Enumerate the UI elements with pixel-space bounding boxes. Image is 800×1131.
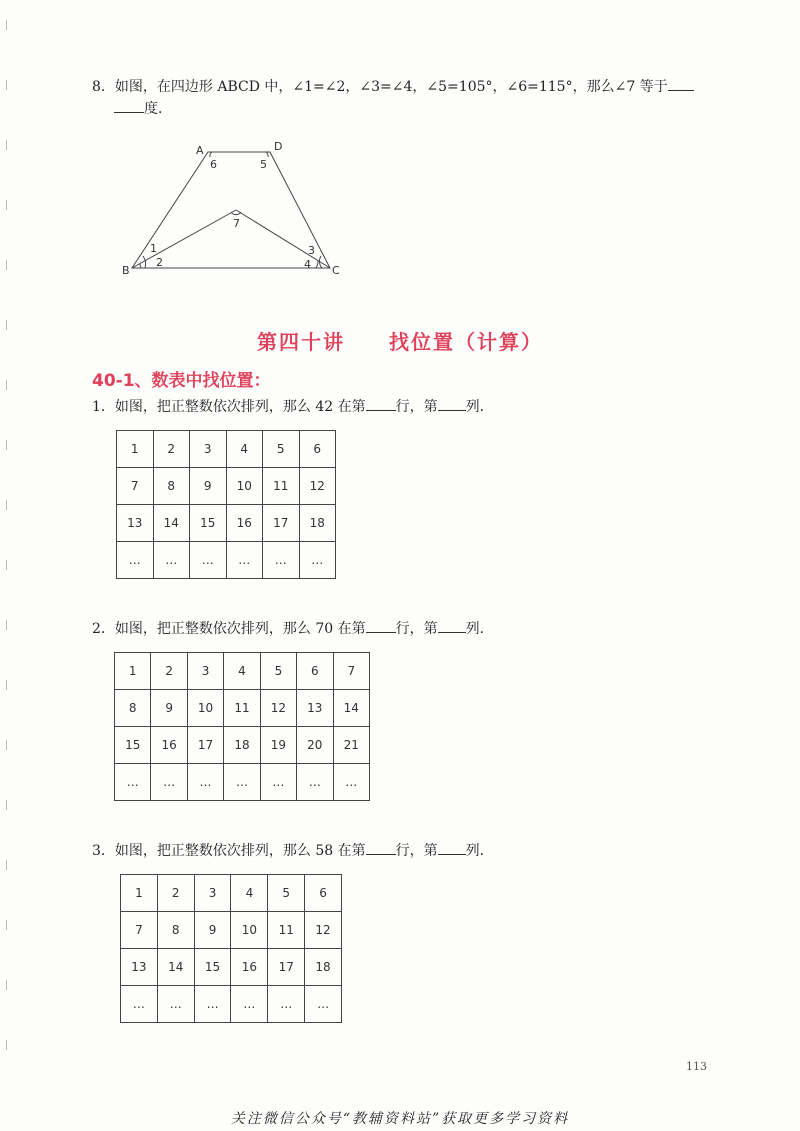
table-cell: 7 [121,912,158,949]
table-cell: 18 [224,727,260,764]
question-8-suffix: 度． [144,101,172,117]
table-cell: … [299,542,336,579]
lecture-title [0,326,800,355]
table-cell: … [333,764,369,801]
table-cell: 5 [263,431,300,468]
table-cell: 20 [297,727,333,764]
answer-blank[interactable] [668,76,694,91]
table-cell: 3 [190,431,227,468]
question-text: 列． [465,621,494,637]
table-cell: 3 [187,653,223,690]
table-cell: 18 [305,949,342,986]
table-cell: 17 [187,727,223,764]
lecture-topic: 找位置（计算） [389,330,543,354]
table-row [115,727,370,764]
table-cell: 19 [260,727,296,764]
column-answer-blank[interactable] [438,396,466,411]
table-cell: 6 [299,431,336,468]
table-cell: 14 [333,690,369,727]
table-cell: 9 [190,468,227,505]
table-cell: 17 [263,505,300,542]
question-8-text: 8．如图，在四边形 ABCD 中，∠1=∠2，∠3=∠4，∠5=105°，∠6=115°，那么∠7 等于 [92,79,668,95]
table-cell: … [268,986,305,1023]
table-cell: 15 [190,505,227,542]
question-text: 列． [465,399,494,415]
vertex-label-a: A [196,144,204,157]
table-cell: 9 [151,690,187,727]
table-cell: … [117,542,154,579]
page-number: 113 [686,1060,707,1073]
table-cell: … [226,542,263,579]
table-cell: … [231,986,268,1023]
table-cell: … [260,764,296,801]
table-cell: 1 [117,431,154,468]
section-heading: 40-1、数表中找位置： [92,371,271,391]
table-cell: 13 [297,690,333,727]
question-text: 列． [465,843,494,859]
binding-margin-marks [6,20,10,1100]
table-cell: 10 [226,468,263,505]
question-text: 2．如图，把正整数依次排列，那么 70 在第 [92,621,366,637]
table-cell: … [190,542,227,579]
table-cell: 5 [268,875,305,912]
vertex-label-d: D [274,140,283,153]
footer-notice: 关注微信公众号“教辅资料站”获取更多学习资料 [230,1111,570,1127]
table-cell: … [115,764,151,801]
table-cell: 8 [115,690,151,727]
table-row [121,986,342,1023]
question-text: 1．如图，把正整数依次排列，那么 42 在第 [92,399,366,415]
table-cell: 13 [117,505,154,542]
number-table-2 [114,652,370,801]
table-cell: 11 [268,912,305,949]
vertex-label-b: B [122,264,130,277]
table-cell: 16 [231,949,268,986]
table-row [115,653,370,690]
table-cell: 13 [121,949,158,986]
column-answer-blank[interactable] [438,840,466,855]
question-1 [92,396,494,418]
table-row [117,505,336,542]
table-cell: 11 [224,690,260,727]
table-cell: 1 [121,875,158,912]
table-cell: … [151,764,187,801]
table-cell: 5 [260,653,296,690]
table-cell: … [297,764,333,801]
table-cell: 2 [153,431,190,468]
table-cell: 6 [297,653,333,690]
angle-label-7: 7 [233,217,240,230]
table-cell: … [224,764,260,801]
table-cell: … [153,542,190,579]
angle-label-4: 4 [304,258,311,271]
table-cell: 12 [260,690,296,727]
question-2 [92,618,494,640]
lecture-number: 第四十讲 [257,330,345,354]
table-cell: 21 [333,727,369,764]
question-text: 行，第 [395,843,438,859]
row-answer-blank[interactable] [366,396,396,411]
angle-label-1: 1 [150,242,157,255]
table-row [121,875,342,912]
table-row [117,468,336,505]
answer-blank[interactable] [114,98,144,113]
question-8 [92,76,732,120]
table-cell: 11 [263,468,300,505]
table-cell: 16 [226,505,263,542]
table-cell: 10 [231,912,268,949]
table-cell: 8 [153,468,190,505]
angle-label-6: 6 [210,158,217,171]
number-table-3 [120,874,342,1023]
table-row [121,949,342,986]
question-text: 行，第 [395,399,438,415]
table-cell: 4 [226,431,263,468]
column-answer-blank[interactable] [438,618,466,633]
question-text: 3．如图，把正整数依次排列，那么 58 在第 [92,843,366,859]
table-cell: 6 [305,875,342,912]
table-row [117,542,336,579]
table-cell: … [187,764,223,801]
table-cell: … [157,986,194,1023]
row-answer-blank[interactable] [366,618,396,633]
table-cell: 16 [151,727,187,764]
angle-label-3: 3 [308,244,315,257]
table-cell: 2 [151,653,187,690]
table-cell: 4 [224,653,260,690]
table-cell: 15 [194,949,231,986]
table-cell: 7 [117,468,154,505]
table-row [121,912,342,949]
table-cell: 12 [305,912,342,949]
table-row [117,431,336,468]
table-cell: 17 [268,949,305,986]
table-cell: 15 [115,727,151,764]
vertex-label-c: C [332,264,340,277]
table-row [115,764,370,801]
angle-label-5: 5 [260,158,267,171]
table-cell: 2 [157,875,194,912]
quadrilateral-figure [100,130,360,280]
question-text: 行，第 [395,621,438,637]
table-cell: 8 [157,912,194,949]
table-cell: 4 [231,875,268,912]
table-row [115,690,370,727]
table-cell: 10 [187,690,223,727]
table-cell: 12 [299,468,336,505]
table-cell: 18 [299,505,336,542]
number-table-1 [116,430,336,579]
table-cell: … [121,986,158,1023]
row-answer-blank[interactable] [366,840,396,855]
table-cell: 7 [333,653,369,690]
table-cell: … [194,986,231,1023]
question-3 [92,840,494,862]
table-cell: 14 [153,505,190,542]
table-cell: … [263,542,300,579]
table-cell: … [305,986,342,1023]
table-cell: 1 [115,653,151,690]
table-cell: 3 [194,875,231,912]
table-cell: 9 [194,912,231,949]
angle-label-2: 2 [156,256,163,269]
table-cell: 14 [157,949,194,986]
